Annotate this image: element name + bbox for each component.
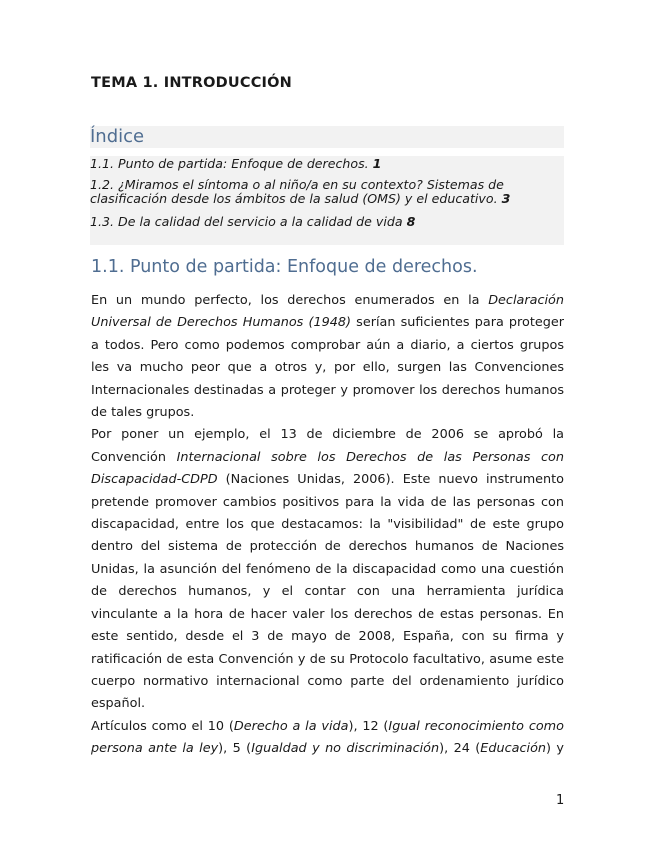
- paragraph-italic-text: Educación: [480, 741, 547, 757]
- paragraph-italic-text: Igualdad y no discriminación: [251, 741, 440, 757]
- toc-item-text-line2: clasificación desde los ámbitos de la salud (OMS) y el educativo.: [90, 191, 502, 206]
- paragraph-italic-text: Igual reconocimiento como persona ante la ley: [91, 718, 564, 757]
- paragraph-2: [91, 424, 564, 715]
- page-number: 1: [556, 793, 565, 808]
- paragraph-text: En un mundo perfecto, los derechos enumerados en la: [91, 293, 489, 308]
- toc-item-1-2[interactable]: [90, 178, 510, 206]
- paragraph-text: (Naciones Unidas, 2006). Este nuevo instrumento pretende promover cambios positivos para la vida de las personas con discapacidad, entre los que destacamos: la "visibilidad" de este grupo dentro del sistema de protección de derechos humanos de Naciones Unidas, la asunción del fenómeno de la discapacidad como una cuestión de derechos humanos, y el contar con una herramienta jurídica vinculante a la hora de hacer valer los derechos de estas personas. En este sentido, desde el 3 de mayo de 2008, España, con su firma y ratificación de esta Convención y de su Protocolo facultativo, asume este cuerpo normativo internacional como parte del ordenamiento jurídico español.: [91, 472, 564, 712]
- paragraph-italic-text: Declaración Universal de Derechos Humanos (1948): [91, 293, 564, 331]
- paragraph-italic-text: Derecho a la vida: [233, 718, 349, 734]
- table-of-contents: [90, 156, 564, 245]
- toc-item-text: 1.1. Punto de partida: Enfoque de derechos.: [90, 156, 373, 171]
- paragraph-text: Artículos como el 10 (: [91, 718, 234, 734]
- paragraph-text: ) y: [546, 741, 564, 757]
- paragraph-text: Por poner un ejemplo, el 13 de diciembre de 2006 se aprobó la Convención: [91, 427, 564, 465]
- section-heading: 1.1. Punto de partida: Enfoque de derechos.: [91, 257, 478, 277]
- chapter-title: TEMA 1. INTRODUCCIÓN: [91, 75, 293, 91]
- toc-heading: Índice: [90, 126, 564, 148]
- paragraph-italic-text: Internacional sobre los Derechos de las Personas con Discapacidad-CDPD: [91, 449, 564, 488]
- paragraph-1: [91, 290, 564, 424]
- toc-item-page: 1: [372, 156, 382, 171]
- paragraph-3: [91, 716, 564, 761]
- toc-item-page: 3: [501, 191, 511, 206]
- body-text: [91, 290, 564, 761]
- paragraph-text: ), 12 (: [348, 718, 389, 734]
- paragraph-text: serían suficientes para proteger a todos. Pero como podemos comprobar aún a diario, a ciertos grupos les va mucho peor que a otros y, por ello, surgen las Convenciones Internacionales destinadas a proteger y promover los derechos humanos de tales grupos.: [91, 315, 565, 421]
- paragraph-text: ), 5 (: [218, 741, 252, 757]
- paragraph-text: ), 24 (: [439, 741, 481, 757]
- toc-item-1-3[interactable]: [90, 215, 415, 229]
- toc-item-1-1[interactable]: [90, 157, 381, 171]
- toc-item-text-line1: 1.2. ¿Miramos el síntoma o al niño/a en su contexto? Sistemas de: [90, 177, 504, 192]
- toc-item-text: 1.3. De la calidad del servicio a la calidad de vida: [90, 214, 407, 229]
- toc-item-page: 8: [406, 214, 416, 229]
